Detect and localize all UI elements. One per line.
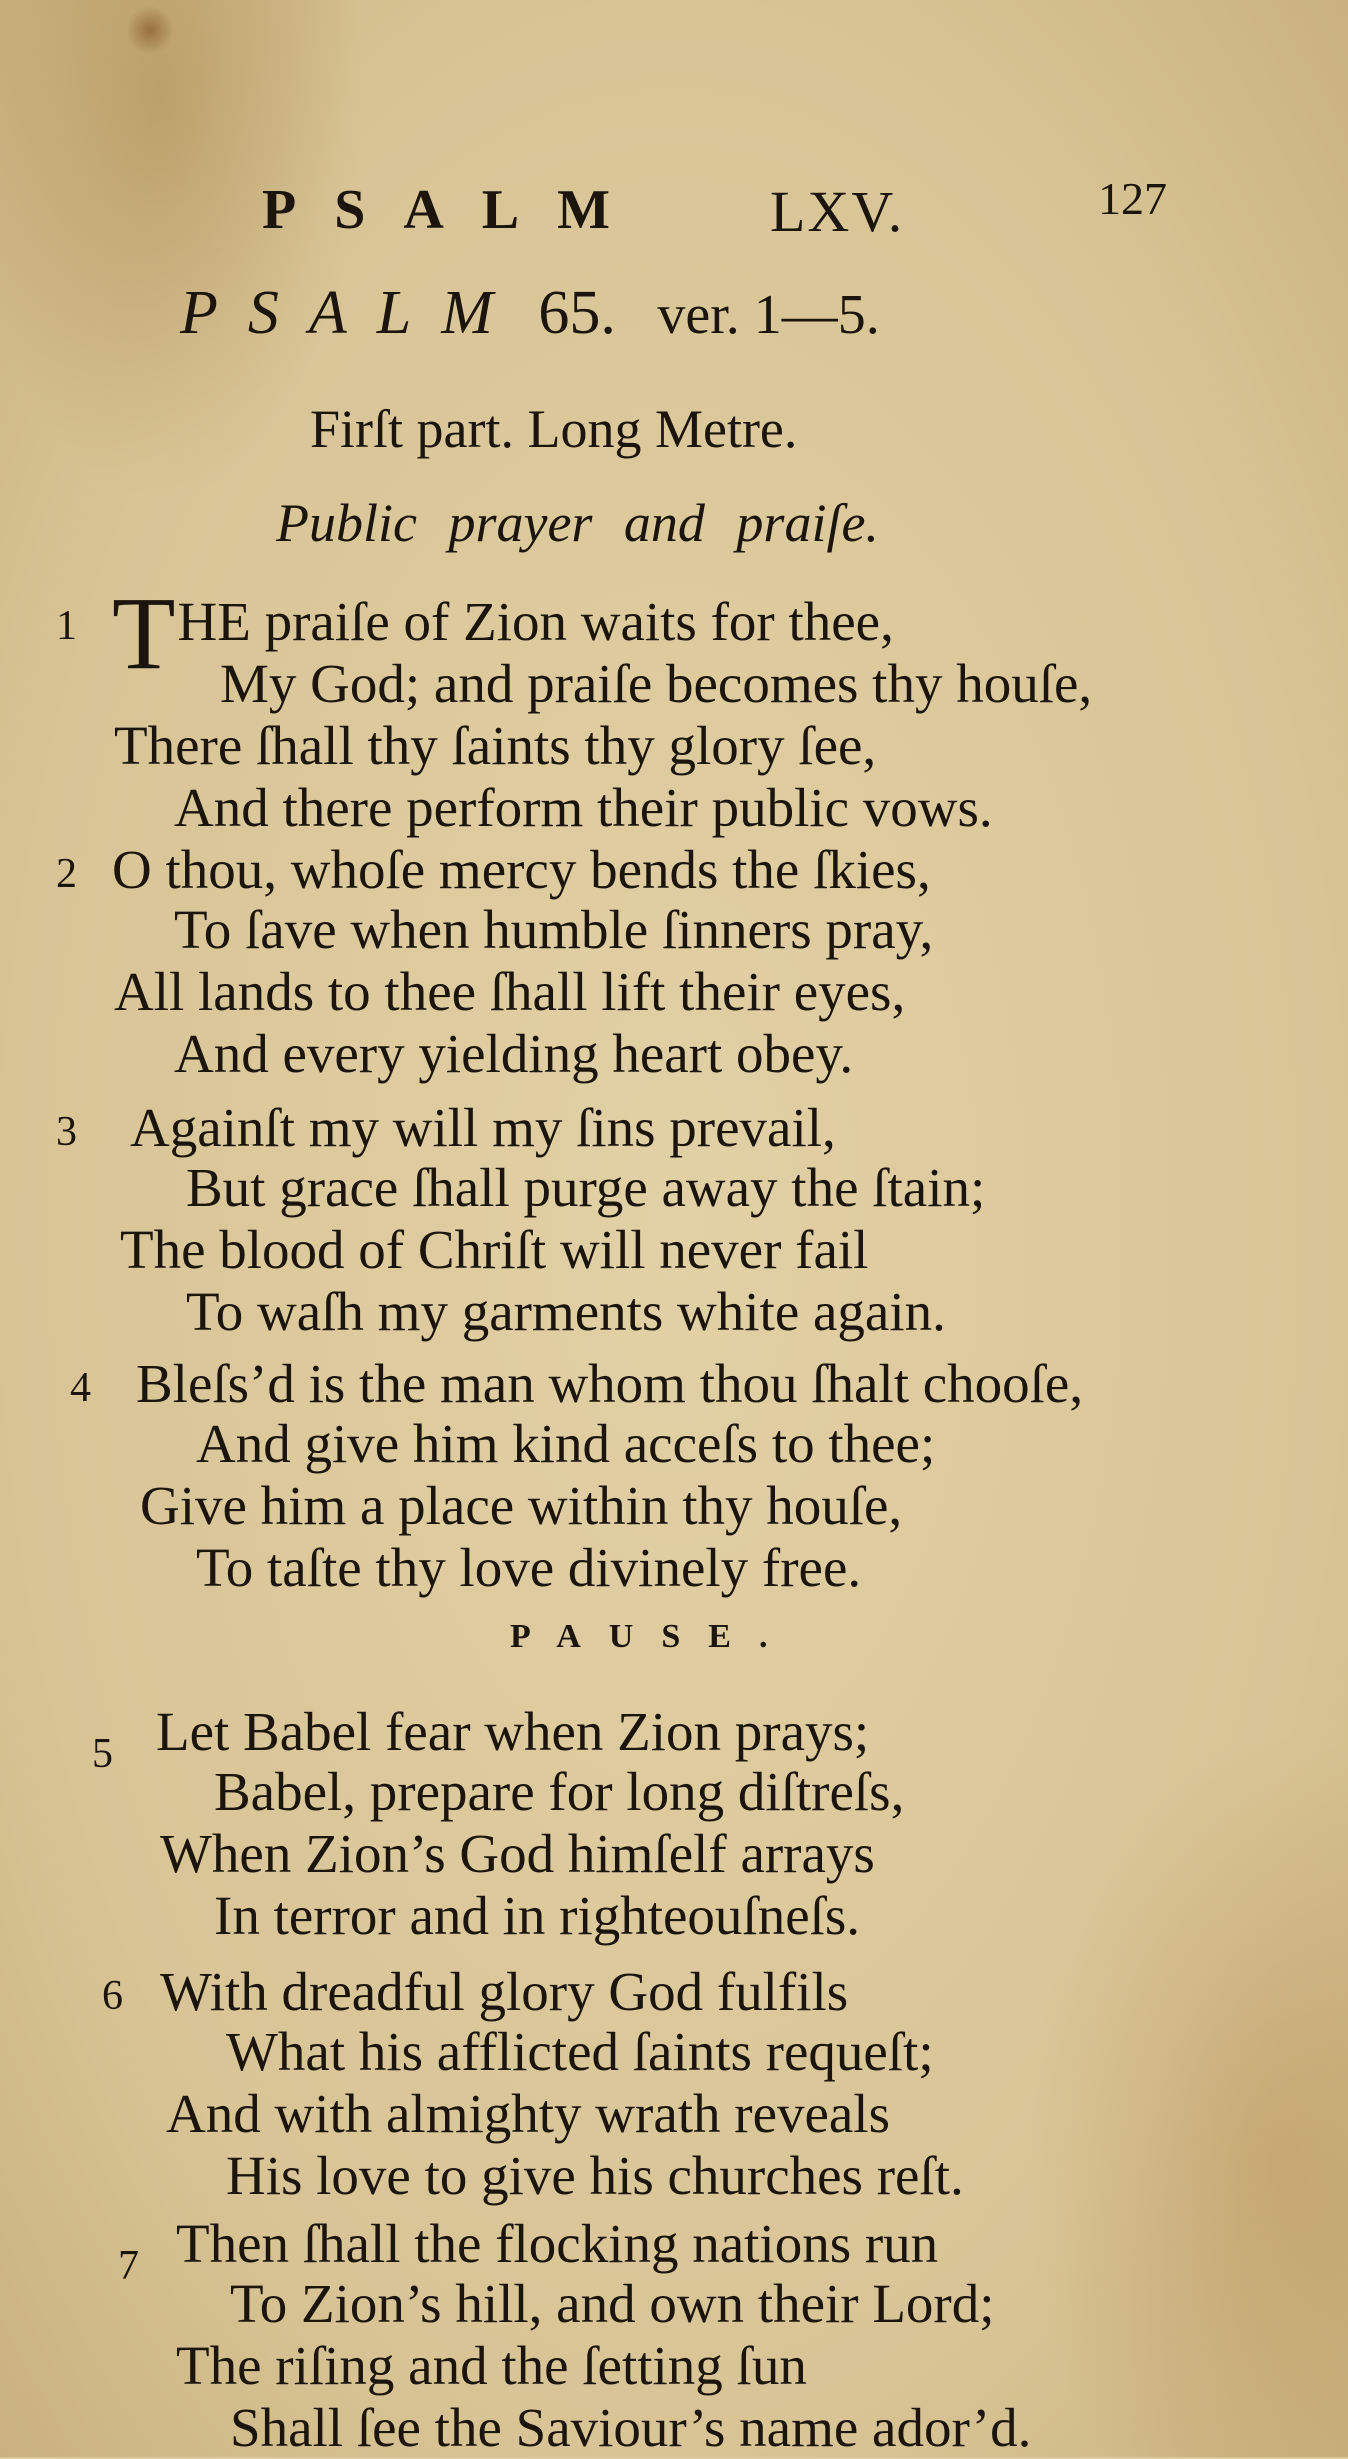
- stanza-line: To ſave when humble ſinners pray,: [174, 899, 934, 960]
- stanza-line: My God; and praiſe becomes thy houſe,: [220, 653, 1093, 714]
- psalm-number: 65.: [538, 279, 616, 347]
- stanza-line: To Zion’s hill, and own their Lord;: [230, 2273, 995, 2334]
- stanza-line: And there perform their public vows.: [174, 777, 993, 838]
- stanza-line: And every yielding heart obey.: [174, 1023, 854, 1084]
- part-and-metre: Firſt part. Long Metre.: [310, 399, 798, 459]
- stanza-line: In terror and in righteouſneſs.: [214, 1885, 861, 1946]
- stanza-number: 2: [56, 851, 77, 897]
- page-number: 127: [1098, 173, 1167, 224]
- running-head-title: PSALM: [262, 179, 648, 241]
- stanza-number: 5: [92, 1731, 113, 1777]
- stanza-line: His love to give his churches reſt.: [226, 2145, 964, 2206]
- stanza-number: 7: [118, 2243, 139, 2289]
- stanza-line: To taſte thy love divinely free.: [196, 1537, 862, 1598]
- psalm-word: PSALM: [180, 279, 523, 347]
- stanza-number: 3: [56, 1109, 77, 1155]
- stanza-line: Shall ſee the Saviour’s name ador’d.: [230, 2397, 1032, 2458]
- stanza-line: Then ſhall the flocking nations run: [176, 2213, 939, 2274]
- stanza-line: What his afflicted ſaints requeſt;: [226, 2021, 934, 2082]
- stanza-line: And with almighty wrath reveals: [166, 2083, 890, 2144]
- stanza-line: But grace ſhall purge away the ſtain;: [186, 1157, 986, 1218]
- stanza-number: 4: [70, 1365, 91, 1411]
- stanza-line: Bleſs’d is the man whom thou ſhalt chooſe,: [136, 1353, 1084, 1414]
- stanza-line: When Zion’s God himſelf arrays: [160, 1823, 875, 1884]
- stanza-line: With dreadful glory God fulfils: [160, 1961, 849, 2022]
- stanza-line: Againſt my will my ſins prevail,: [130, 1097, 836, 1158]
- stanza-number: 6: [102, 1973, 123, 2019]
- stanza-line: Give him a place within thy houſe,: [140, 1475, 903, 1536]
- stanza-line: All lands to thee ſhall lift their eyes,: [114, 961, 906, 1022]
- stanza-line: The riſing and the ſetting ſun: [176, 2335, 807, 2396]
- ink-stain: [128, 4, 172, 56]
- stanza-line: The blood of Chriſt will never fail: [120, 1219, 869, 1280]
- pause-marker: PAUSE.: [510, 1618, 796, 1655]
- stanza-line: And give him kind acceſs to thee;: [196, 1413, 936, 1474]
- line-text: HE praiſe of Zion waits for thee,: [177, 591, 894, 652]
- psalm-heading: [180, 278, 880, 349]
- drop-cap: T: [112, 576, 176, 691]
- psalm-subject: Public prayer and praiſe.: [276, 493, 879, 553]
- stanza-line: To waſh my garments white again.: [186, 1281, 946, 1342]
- stanza-number: 1: [56, 603, 77, 649]
- stanza-line: Babel, prepare for long diſtreſs,: [214, 1761, 905, 1822]
- verse-range: ver. 1—5.: [657, 284, 880, 346]
- stanza-line: O thou, whoſe mercy bends the ſkies,: [112, 839, 931, 900]
- running-head-psalm-number: LXV.: [770, 179, 905, 244]
- stanza-line: Let Babel fear when Zion prays;: [156, 1701, 870, 1762]
- stanza-line: There ſhall thy ſaints thy glory ſee,: [114, 715, 877, 776]
